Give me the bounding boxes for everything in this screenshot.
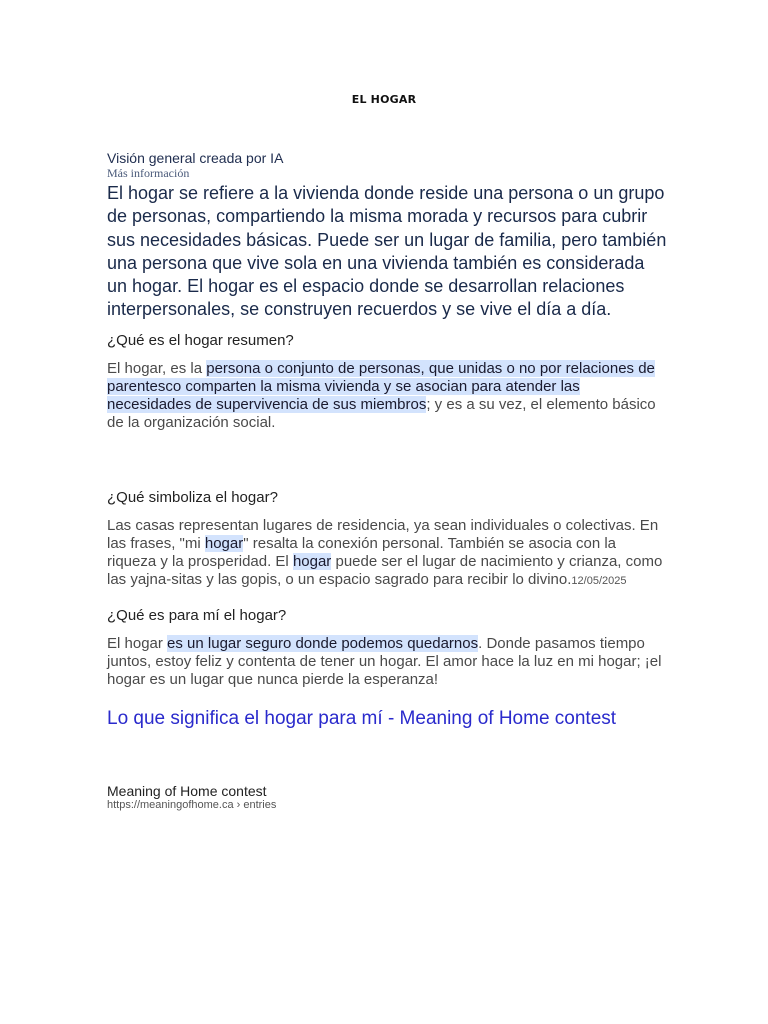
answer-2-highlight-2: hogar bbox=[292, 552, 332, 570]
result-source-url[interactable]: https://meaningofhome.ca › entries bbox=[107, 799, 277, 811]
answer-3-pre: El hogar bbox=[107, 635, 168, 652]
question-1: ¿Qué es el hogar resumen? bbox=[107, 332, 294, 349]
answer-3 bbox=[107, 635, 663, 689]
answer-2-highlight-1: hogar bbox=[204, 534, 244, 552]
result-source-name[interactable]: Meaning of Home contest bbox=[107, 783, 267, 799]
answer-1-pre: El hogar, es la bbox=[107, 360, 207, 377]
answer-2-date: 12/05/2025 bbox=[571, 574, 627, 587]
answer-2-part1: Las casas representan lugares de residencia, ya sean individuales o colectivas. En las frases, "mi bbox=[107, 517, 659, 552]
ai-overview-text: El hogar se refiere a la vivienda donde reside una persona o un grupo de personas, compartiendo la misma morada y recursos para cubrir sus necesidades básicas. Puede ser un lugar de familia, pero también una persona que vive sola en una vivienda también es considerada un hogar. El hogar es el espacio donde se desarrollan relaciones interpersonales, se construyen recuerdos y se vive el día a día. bbox=[107, 183, 667, 320]
answer-2 bbox=[107, 517, 663, 591]
more-info-link[interactable]: Más información bbox=[107, 166, 190, 180]
answer-3-highlight: es un lugar seguro donde podemos quedarnos bbox=[167, 635, 479, 652]
answer-1-highlight: persona o conjunto de personas, que unidas o no por relaciones de parentesco comparten la misma vivienda y se asocian para atender las necesidades de supervivencia de sus miembros bbox=[107, 360, 655, 413]
answer-2-part3: puede ser el lugar de nacimiento y crianza, como las yajna-sitas y las gopis, o un espacio sagrado para recibir lo divino. bbox=[107, 552, 663, 588]
answer-1-post: ; y es a su vez, el elemento básico de la organización social. bbox=[107, 395, 656, 431]
ai-overview-label: Visión general creada por IA bbox=[107, 150, 284, 166]
question-3: ¿Qué es para mí el hogar? bbox=[107, 607, 287, 624]
result-link-title[interactable]: Lo que significa el hogar para mí - Meaning of Home contest bbox=[107, 708, 617, 729]
answer-2-part2: " resalta la conexión personal. También se asocia con la riqueza y la prosperidad. El bbox=[107, 534, 617, 570]
answer-3-post: . Donde pasamos tiempo juntos, estoy feliz y contenta de tener un hogar. El amor hace la luz en mi hogar; ¡el hogar es un lugar que nunca pierde la esperanza! bbox=[107, 635, 662, 688]
page-title: EL HOGAR bbox=[351, 93, 417, 106]
answer-1 bbox=[107, 360, 663, 432]
question-2: ¿Qué simboliza el hogar? bbox=[107, 489, 278, 506]
